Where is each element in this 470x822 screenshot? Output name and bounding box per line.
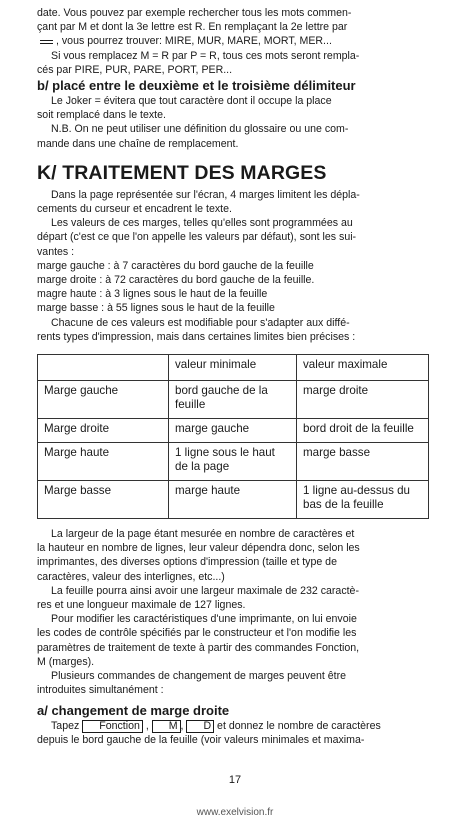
text-line: depuis le bord gauche de la feuille (voir valeurs minimales et maxima-	[37, 733, 365, 746]
d-key: D	[186, 720, 214, 733]
text-line: introduites simultanément :	[37, 684, 164, 697]
margin-default-line: marge gauche : à 7 caractères du bord gauche de la feuille	[37, 259, 314, 272]
text-line: cements du curseur et encadrent le texte.	[37, 203, 232, 216]
page-number: 17	[228, 774, 242, 786]
table-header-cell	[38, 355, 169, 381]
text-line: caractères, valeur des interlignes, etc...)	[37, 570, 225, 583]
text-line: , vous pourrez trouver: MIRE, MUR, MARE, MORT, MER...	[37, 34, 429, 48]
table-cell-label: Marge haute	[38, 443, 169, 481]
margin-default-line: marge droite : à 72 caractères du bord gauche de la feuille.	[37, 274, 315, 287]
text-line: départ (c'est ce que l'on appelle les valeurs par défaut), sont les sui-	[37, 231, 357, 244]
text-line: la hauteur en nombre de lignes, leur valeur dépendra donc, selon les	[37, 542, 360, 555]
text-line: paramètres de traitement de texte à partir des commandes Fonction,	[37, 641, 360, 654]
text-line: Le Joker = évitera que tout caractère dont il occupe la place	[51, 95, 332, 108]
text-line: N.B. On ne peut utiliser une définition du glossaire ou une com-	[51, 123, 349, 136]
table-header-cell: valeur maximale	[297, 355, 429, 381]
text-line: cés par PIRE, PUR, PARE, PORT, PER...	[37, 63, 233, 76]
table-row	[38, 443, 429, 481]
footer-url: www.exelvision.fr	[196, 807, 274, 818]
table-row	[38, 481, 429, 519]
text-line: çant par M et dont la 3e lettre est R. En remplaçant la 2e lettre par	[37, 21, 348, 34]
text-line: M (marges).	[37, 655, 95, 668]
page-content	[37, 6, 429, 747]
table-cell-min: 1 ligne sous le haut de la page	[169, 443, 297, 481]
text-line: La largeur de la page étant mesurée en nombre de caractères et	[51, 528, 355, 541]
text-line: les codes de contrôle spécifiés par le constructeur et l'on modifie les	[37, 627, 357, 640]
text-line: Plusieurs commandes de changement de marges peuvent être	[51, 670, 347, 683]
text-line: Tapez Fonction , M , D et donnez le nombre de caractères	[51, 719, 381, 732]
table-cell-max: marge droite	[297, 381, 429, 419]
section-k-heading: K/ TRAITEMENT DES MARGES	[37, 161, 327, 184]
m-key: M	[152, 720, 181, 733]
text-line: rents types d'impression, mais dans certaines limites bien précises :	[37, 330, 356, 343]
table-cell-max: marge basse	[297, 443, 429, 481]
text-line: Si vous remplacez M = R par P = R, tous ces mots seront rempla-	[51, 49, 360, 62]
table-row	[38, 381, 429, 419]
table-cell-max: bord droit de la feuille	[297, 419, 429, 443]
text-line: Pour modifier les caractéristiques d'une imprimante, on lui envoie	[51, 613, 357, 626]
table-row	[38, 419, 429, 443]
table-header-cell: valeur minimale	[169, 355, 297, 381]
table-cell-label: Marge basse	[38, 481, 169, 519]
text-line: date. Vous pouvez par exemple rechercher tous les mots commen-	[37, 7, 352, 19]
table-cell-min: marge haute	[169, 481, 297, 519]
table-cell-min: marge gauche	[169, 419, 297, 443]
margin-limits-table	[37, 354, 429, 519]
section-b-heading: b/ placé entre le deuxième et le troisième délimiteur	[37, 78, 356, 94]
fonction-key: Fonction	[82, 720, 143, 733]
text-line: soit remplacé dans le texte.	[37, 109, 166, 122]
table-header-row	[38, 355, 429, 381]
table-cell-label: Marge droite	[38, 419, 169, 443]
table-cell-min: bord gauche de la feuille	[169, 381, 297, 419]
section-a-heading: a/ changement de marge droite	[37, 702, 230, 718]
text-line: Dans la page représentée sur l'écran, 4 marges limitent les dépla-	[51, 188, 360, 201]
text-line: res et une longueur maximale de 127 lignes.	[37, 599, 246, 612]
text-line: Chacune de ces valeurs est modifiable pour s'adapter aux diffé-	[51, 316, 350, 329]
text-line: imprimantes, des diverses options d'impression (taille et type de	[37, 556, 337, 569]
text-line: La feuille pourra ainsi avoir une largeur maximale de 232 caractè-	[51, 584, 359, 597]
table-cell-label: Marge gauche	[38, 381, 169, 419]
table-cell-max: 1 ligne au-dessus du bas de la feuille	[297, 481, 429, 519]
text-line: mande dans une chaîne de remplacement.	[37, 137, 239, 150]
text-line: Les valeurs de ces marges, telles qu'elles sont programmées au	[51, 217, 353, 230]
margin-default-line: marge basse : à 55 lignes sous le haut de la feuille	[37, 302, 275, 315]
margin-default-line: magre haute : à 3 lignes sous le haut de la feuille	[37, 288, 268, 301]
text-line: vantes :	[37, 245, 75, 258]
equals-dash-symbol	[40, 40, 53, 44]
